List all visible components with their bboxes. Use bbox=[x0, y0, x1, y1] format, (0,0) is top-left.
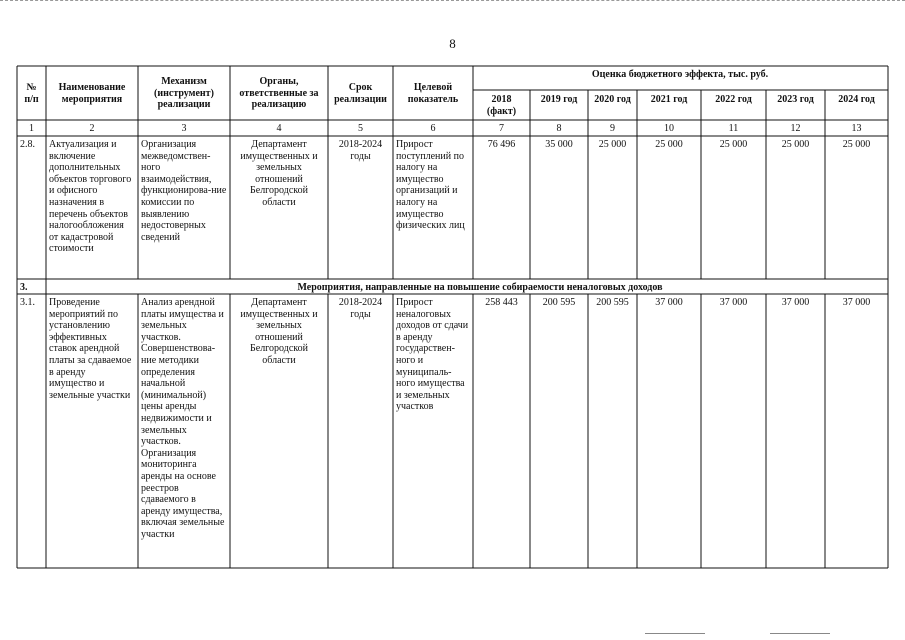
budget-value: 258 443 bbox=[485, 297, 518, 308]
column-number: 12 bbox=[790, 123, 801, 134]
budget-value: 25 000 bbox=[842, 139, 871, 150]
section-number: 3. bbox=[20, 282, 28, 293]
header-budget-group: Оценка бюджетного эффекта, тыс. руб. bbox=[591, 69, 769, 80]
budget-value: 25 000 bbox=[655, 139, 683, 150]
header-year: 2021 год bbox=[650, 94, 688, 105]
page-number: 8 bbox=[449, 36, 456, 51]
header-year: 2022 год bbox=[715, 94, 752, 105]
header-year: 2020 год bbox=[594, 94, 631, 105]
section-title: Мероприятия, направленные на повышение собираемости неналоговых доходов bbox=[297, 282, 663, 293]
header-target: Целевой показатель bbox=[407, 82, 459, 105]
column-number: 13 bbox=[851, 123, 862, 134]
column-number: 10 bbox=[664, 123, 674, 134]
target-indicator: Прирост неналоговых доходов от сдачи в аренду государствен-ного и муниципаль-ного имущества и земельных участков bbox=[396, 297, 469, 413]
implementation-term: 2018-2024 годы bbox=[338, 297, 383, 320]
header-year: 2024 год bbox=[838, 94, 875, 105]
implementation-term: 2018-2024 годы bbox=[338, 139, 383, 162]
column-number: 2 bbox=[89, 123, 95, 134]
column-number: 3 bbox=[181, 123, 187, 134]
column-number: 4 bbox=[276, 123, 282, 134]
measure-name: Проведение мероприятий по установлению эффективных ставок арендной платы за сдаваемое в аренду имущество и земельные участки bbox=[49, 297, 132, 401]
header-year: 2019 год bbox=[540, 94, 578, 105]
measure-mechanism: Организация межведомствен-ного взаимодействия, функционирова-ние комиссии по выявлению недостоверных сведений bbox=[141, 139, 227, 243]
budget-value: 200 595 bbox=[596, 297, 629, 308]
scan-mark bbox=[770, 633, 830, 635]
header-name: Наименование мероприятия bbox=[58, 82, 126, 105]
header-bodies: Органы, ответственные за реализацию bbox=[239, 76, 319, 111]
column-number: 11 bbox=[728, 123, 739, 134]
header-no: № п/п bbox=[24, 82, 39, 105]
column-number: 1 bbox=[29, 123, 34, 134]
budget-value: 37 000 bbox=[781, 297, 810, 308]
column-number: 6 bbox=[430, 123, 436, 134]
budget-value: 25 000 bbox=[598, 139, 627, 150]
budget-value: 200 595 bbox=[542, 297, 576, 308]
target-indicator: Прирост поступлений по налогу на имущество организаций и налогу на имущество физических лиц bbox=[396, 139, 465, 232]
budget-value: 25 000 bbox=[719, 139, 748, 150]
measure-name: Актуализация и включение дополнительных объектов торгового и офисного назначения в перечень объектов налогообложения от кадастровой стоимости bbox=[49, 139, 132, 255]
budget-value: 37 000 bbox=[842, 297, 871, 308]
column-number: 7 bbox=[499, 123, 504, 134]
header-term: Срок реализации bbox=[334, 82, 387, 105]
measure-mechanism: Анализ арендной платы имущества и земельных участков. Совершенствова-ние методики определения начальной (минимальной) цены аренды недвижимости и земельных участков. Организация мониторинга аренды на основе реестров сдаваемого в аренду имущества, включая земельные участки bbox=[141, 297, 225, 540]
budget-value: 25 000 bbox=[781, 139, 810, 150]
budget-value: 35 000 bbox=[545, 139, 573, 150]
header-year: 2018 (факт) bbox=[486, 94, 517, 117]
budget-value: 76 496 bbox=[487, 139, 516, 150]
budget-value: 37 000 bbox=[655, 297, 683, 308]
header-year: 2023 год bbox=[777, 94, 814, 105]
budget-value: 37 000 bbox=[719, 297, 748, 308]
row-number: 2.8. bbox=[20, 139, 35, 150]
column-number: 5 bbox=[358, 123, 363, 134]
scan-mark bbox=[645, 633, 705, 635]
column-number: 8 bbox=[556, 123, 562, 134]
header-mechanism: Механизм (инструмент) реализации bbox=[154, 76, 214, 111]
column-number: 9 bbox=[610, 123, 615, 134]
row-number: 3.1. bbox=[20, 297, 35, 308]
responsible-body: Департамент имущественных и земельных отношений Белгородской области bbox=[240, 139, 318, 208]
responsible-body: Департамент имущественных и земельных отношений Белгородской области bbox=[240, 297, 318, 366]
